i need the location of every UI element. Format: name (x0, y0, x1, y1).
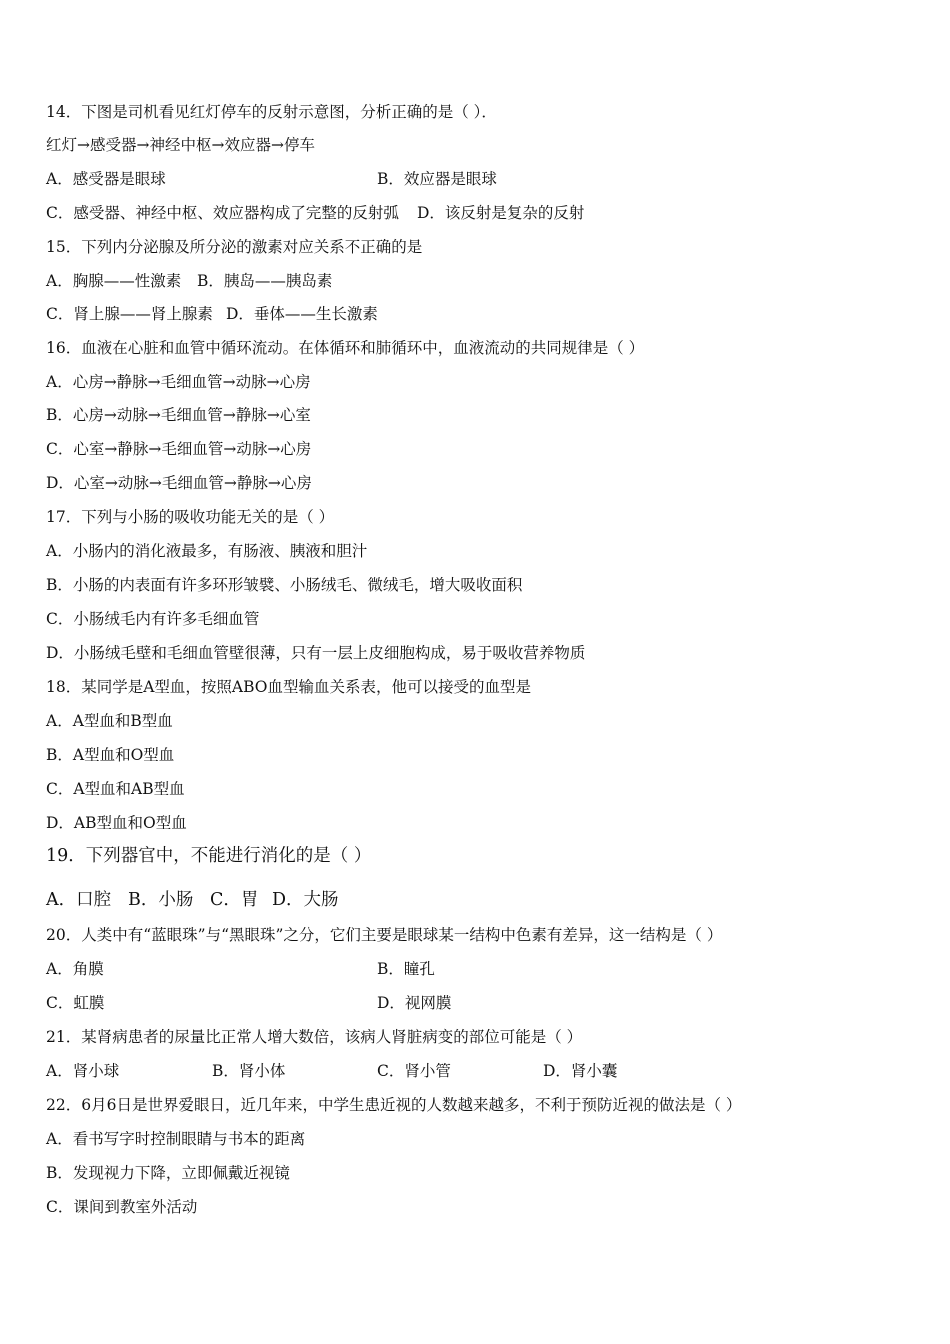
question-19-option-a: A．口腔 (46, 890, 112, 910)
question-17-option-c: C．小肠绒毛内有许多毛细血管 (46, 610, 260, 628)
question-22-option-c: C．课间到教室外活动 (46, 1198, 198, 1216)
question-21-option-c: C．肾小管 (377, 1062, 451, 1080)
question-21-option-b: B．肾小体 (212, 1062, 286, 1080)
question-18-option-c: C．A型血和AB型血 (46, 780, 185, 798)
question-15-option-b: B．胰岛——胰岛素 (197, 272, 333, 290)
question-20-option-b: B．瞳孔 (377, 960, 435, 978)
question-16-option-a: A．心房→静脉→毛细血管→动脉→心房 (46, 373, 311, 391)
question-14-reflex-chain: 红灯→感受器→神经中枢→效应器→停车 (46, 136, 315, 154)
question-18-stem: 18．某同学是A型血，按照ABO血型输血关系表，他可以接受的血型是 (46, 678, 531, 696)
question-18-option-d: D．AB型血和O型血 (46, 814, 187, 832)
question-20-stem: 20．人类中有“蓝眼珠”与“黑眼珠”之分，它们主要是眼球某一结构中色素有差异，这一结构是（ ） (46, 926, 723, 944)
question-17-stem: 17．下列与小肠的吸收功能无关的是（ ） (46, 508, 335, 526)
question-18-option-a: A．A型血和B型血 (46, 712, 173, 730)
question-22-option-a: A．看书写字时控制眼睛与书本的距离 (46, 1130, 306, 1148)
question-22-option-b: B．发现视力下降，立即佩戴近视镜 (46, 1164, 290, 1182)
question-19-option-d: D．大肠 (272, 890, 339, 910)
question-15-option-d: D．垂体——生长激素 (226, 305, 378, 323)
question-21-stem: 21．某肾病患者的尿量比正常人增大数倍，该病人肾脏病变的部位可能是（ ） (46, 1028, 583, 1046)
question-14-option-d: D．该反射是复杂的反射 (417, 204, 585, 222)
question-19-option-c: C．胃 (210, 890, 259, 910)
question-22-stem: 22．6月6日是世界爱眼日，近几年来，中学生患近视的人数越来越多，不利于预防近视的做法是（ ） (46, 1096, 742, 1114)
question-15-stem: 15．下列内分泌腺及所分泌的激素对应关系不正确的是 (46, 238, 423, 256)
question-16-option-b: B．心房→动脉→毛细血管→静脉→心室 (46, 406, 311, 424)
question-20-option-a: A．角膜 (46, 960, 104, 978)
question-21-option-d: D．肾小囊 (543, 1062, 618, 1080)
question-21-option-a: A．肾小球 (46, 1062, 120, 1080)
question-14-option-b: B．效应器是眼球 (377, 170, 497, 188)
question-17-option-a: A．小肠内的消化液最多，有肠液、胰液和胆汁 (46, 542, 368, 560)
question-14-stem: 14．下图是司机看见红灯停车的反射示意图，分析正确的是（ ）． (46, 103, 497, 121)
question-18-option-b: B．A型血和O型血 (46, 746, 175, 764)
question-17-option-b: B．小肠的内表面有许多环形皱襞、小肠绒毛、微绒毛，增大吸收面积 (46, 576, 523, 594)
question-16-option-c: C．心室→静脉→毛细血管→动脉→心房 (46, 440, 312, 458)
question-15-option-a: A．胸腺——性激素 (46, 272, 182, 290)
question-19-stem: 19．下列器官中，不能进行消化的是（ ） (46, 846, 372, 866)
question-20-option-c: C．虹膜 (46, 994, 105, 1012)
question-16-option-d: D．心室→动脉→毛细血管→静脉→心房 (46, 474, 312, 492)
question-16-stem: 16．血液在心脏和血管中循环流动。在体循环和肺循环中，血液流动的共同规律是（ ） (46, 339, 645, 357)
question-15-option-c: C．肾上腺——肾上腺素 (46, 305, 213, 323)
question-14-option-a: A．感受器是眼球 (46, 170, 166, 188)
question-17-option-d: D．小肠绒毛壁和毛细血管壁很薄，只有一层上皮细胞构成，易于吸收营养物质 (46, 644, 586, 662)
question-20-option-d: D．视网膜 (377, 994, 452, 1012)
question-14-option-c: C．感受器、神经中枢、效应器构成了完整的反射弧 (46, 204, 399, 222)
question-19-option-b: B．小肠 (128, 890, 194, 910)
